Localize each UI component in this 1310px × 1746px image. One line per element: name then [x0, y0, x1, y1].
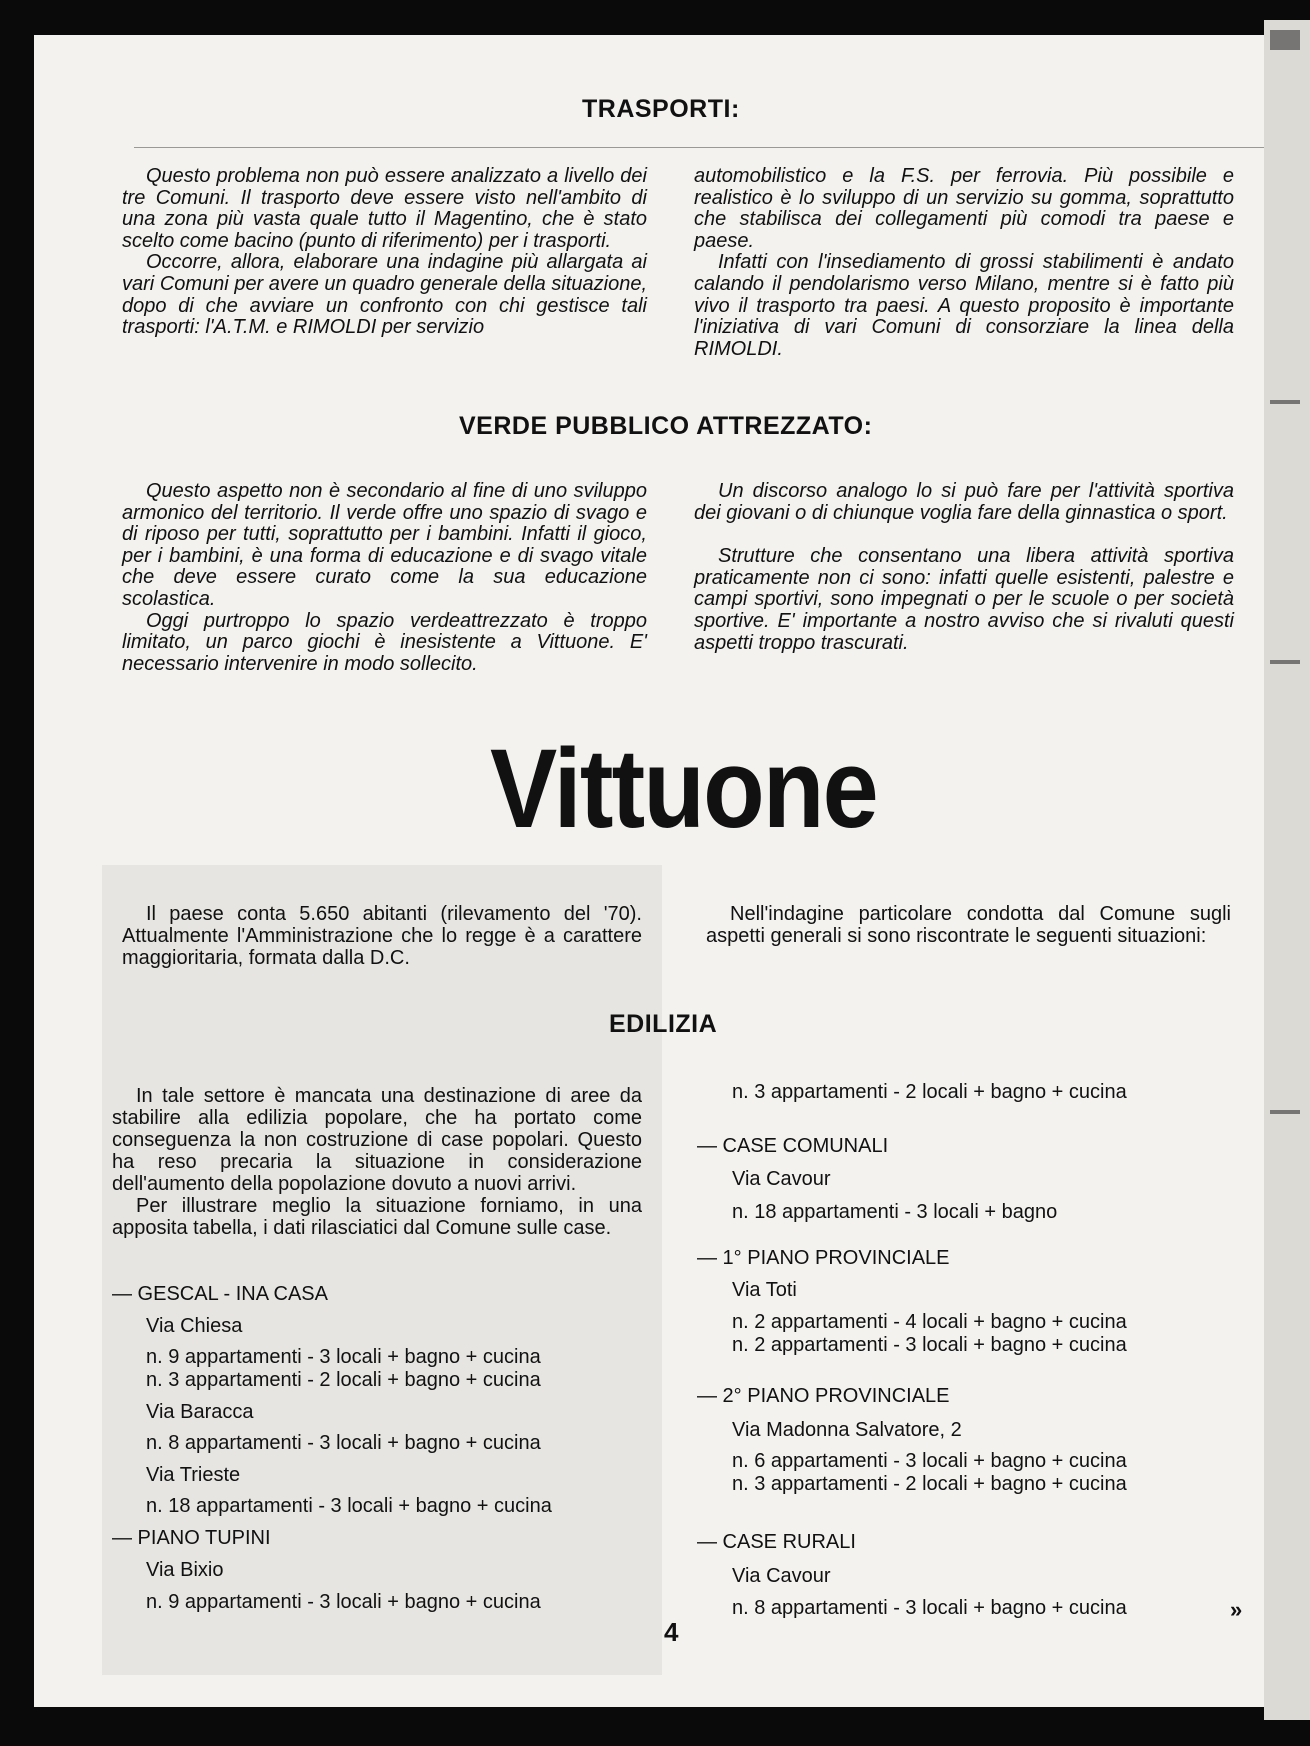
list-heading-provinciale-1: — 1° PIANO PROVINCIALE	[697, 1247, 950, 1269]
list-street: Via Madonna Salvatore, 2	[732, 1419, 962, 1441]
next-page-edge	[1264, 20, 1310, 1720]
list-street: Via Chiesa	[146, 1315, 243, 1337]
trasporti-left-p2: Occorre, allora, elaborare una indagine più allargata ai vari Comuni per avere un quadro generale della situazione, dopo di che avviare un confronto con chi gestisce tali trasporti: l'A.T.M. e RIMOLDI per servizio	[122, 251, 647, 339]
list-entry: n. 3 appartamenti - 2 locali + bagno + cucina	[732, 1081, 1127, 1103]
header-rule	[134, 147, 1264, 148]
list-street: Via Baracca	[146, 1401, 254, 1423]
vittuone-intro-right: Nell'indagine particolare condotta dal Comune sugli aspetti generali si sono riscontrate le seguenti situazioni:	[706, 903, 1231, 947]
verde-right-p1: Un discorso analogo lo si può fare per l'attività sportiva dei giovani o di chiunque voglia fare della ginnastica o sport.	[694, 480, 1234, 524]
list-heading-rurali: — CASE RURALI	[697, 1531, 856, 1553]
list-entry: n. 18 appartamenti - 3 locali + bagno + cucina	[146, 1495, 552, 1517]
list-entry: n. 8 appartamenti - 3 locali + bagno + cucina	[146, 1432, 541, 1454]
list-heading-tupini: — PIANO TUPINI	[112, 1527, 271, 1549]
trasporti-heading: TRASPORTI:	[582, 95, 740, 123]
verde-left-p2: Oggi purtroppo lo spazio verdeattrezzato è troppo limitato, un parco giochi è inesistente a Vittuone. E' necessario intervenire in modo sollecito.	[122, 609, 647, 675]
list-heading-comunali: — CASE COMUNALI	[697, 1135, 889, 1157]
verde-left-p1: Questo aspetto non è secondario al fine di uno sviluppo armonico del territorio. Il verde offre uno spazio di svago e di riposo per tutti, soprattutto per i bambini. Infatti il gioco, per i bambini, è una forma di educazione e di svago vitale che deve essere curato come la sua educazione scolastica.	[122, 480, 647, 610]
list-street: Via Trieste	[146, 1464, 241, 1486]
vittuone-intro-left: Il paese conta 5.650 abitanti (rilevamento del '70). Attualmente l'Amministrazione che lo regge è a carattere maggioritaria, formata dalla D.C.	[122, 903, 642, 969]
list-heading-provinciale-2: — 2° PIANO PROVINCIALE	[697, 1385, 950, 1407]
edilizia-p2: Per illustrare meglio la situazione forniamo, in una apposita tabella, i dati rilasciatici dal Comune sulle case.	[112, 1195, 642, 1239]
verde-right-column	[694, 481, 1234, 654]
list-heading-gescal: — GESCAL - INA CASA	[112, 1283, 328, 1305]
verde-left-column	[122, 481, 647, 675]
vittuone-title: Vittuone	[490, 726, 877, 851]
verde-heading: VERDE PUBBLICO ATTREZZATO:	[459, 412, 873, 440]
edilizia-text	[112, 1085, 642, 1239]
list-street: Via Cavour	[732, 1168, 831, 1190]
edilizia-p1: In tale settore è mancata una destinazione di aree da stabilire alla edilizia popolare, che ha portato come conseguenza la non costruzione di case popolari. Questo ha reso precaria la situazione in considerazione dell'aumento della popolazione dovuto a nuovi arrivi.	[112, 1085, 642, 1195]
continue-arrow-icon: »	[1230, 1597, 1243, 1622]
edilizia-heading: EDILIZIA	[609, 1010, 718, 1038]
list-entry: n. 9 appartamenti - 3 locali + bagno + cucina	[146, 1591, 541, 1613]
list-entry: n. 2 appartamenti - 3 locali + bagno + cucina	[732, 1334, 1127, 1356]
list-entry: n. 3 appartamenti - 2 locali + bagno + cucina	[732, 1473, 1127, 1495]
page-number: 4	[664, 1617, 679, 1647]
list-entry: n. 8 appartamenti - 3 locali + bagno + cucina	[732, 1597, 1127, 1619]
magazine-page	[34, 35, 1264, 1707]
list-entry: n. 9 appartamenti - 3 locali + bagno + cucina	[146, 1346, 541, 1368]
trasporti-right-p1: automobilistico e la F.S. per ferrovia. Più possibile e realistico è lo sviluppo di un servizio su gomma, soprattutto che stabilisca dei collegamenti più comodi tra paese e paese.	[694, 165, 1234, 252]
trasporti-right-column	[694, 166, 1234, 360]
trasporti-left-p1: Questo problema non può essere analizzato a livello dei tre Comuni. Il trasporto deve essere visto nell'ambito di una zona più vasta quale tutto il Magentino, che è stato scelto come bacino (punto di riferimento) per i trasporti.	[122, 165, 647, 252]
gray-background-panel	[102, 865, 662, 1675]
list-entry: n. 18 appartamenti - 3 locali + bagno	[732, 1201, 1058, 1223]
list-street: Via Toti	[732, 1279, 797, 1301]
list-street: Via Cavour	[732, 1565, 831, 1587]
trasporti-left-column	[122, 166, 647, 339]
list-street: Via Bixio	[146, 1559, 224, 1581]
verde-right-p2: Strutture che consentano una libera attività sportiva praticamente non ci sono: infatti quelle esistenti, palestre e campi sportivi, sono impegnati o per le scuole o per società sportive. E' importante a nostro avviso che si rivaluti questi aspetti troppo trascurati.	[694, 545, 1234, 654]
list-entry: n. 6 appartamenti - 3 locali + bagno + cucina	[732, 1450, 1127, 1472]
list-entry: n. 2 appartamenti - 4 locali + bagno + cucina	[732, 1311, 1127, 1333]
list-entry: n. 3 appartamenti - 2 locali + bagno + cucina	[146, 1369, 541, 1391]
trasporti-right-p2: Infatti con l'insediamento di grossi stabilimenti è andato calando il pendolarismo verso Milano, mentre si è fatto più vivo il trasporto tra paesi. A questo proposito è importante l'iniziativa di vari Comuni di consorziare la linea della RIMOLDI.	[694, 251, 1234, 360]
